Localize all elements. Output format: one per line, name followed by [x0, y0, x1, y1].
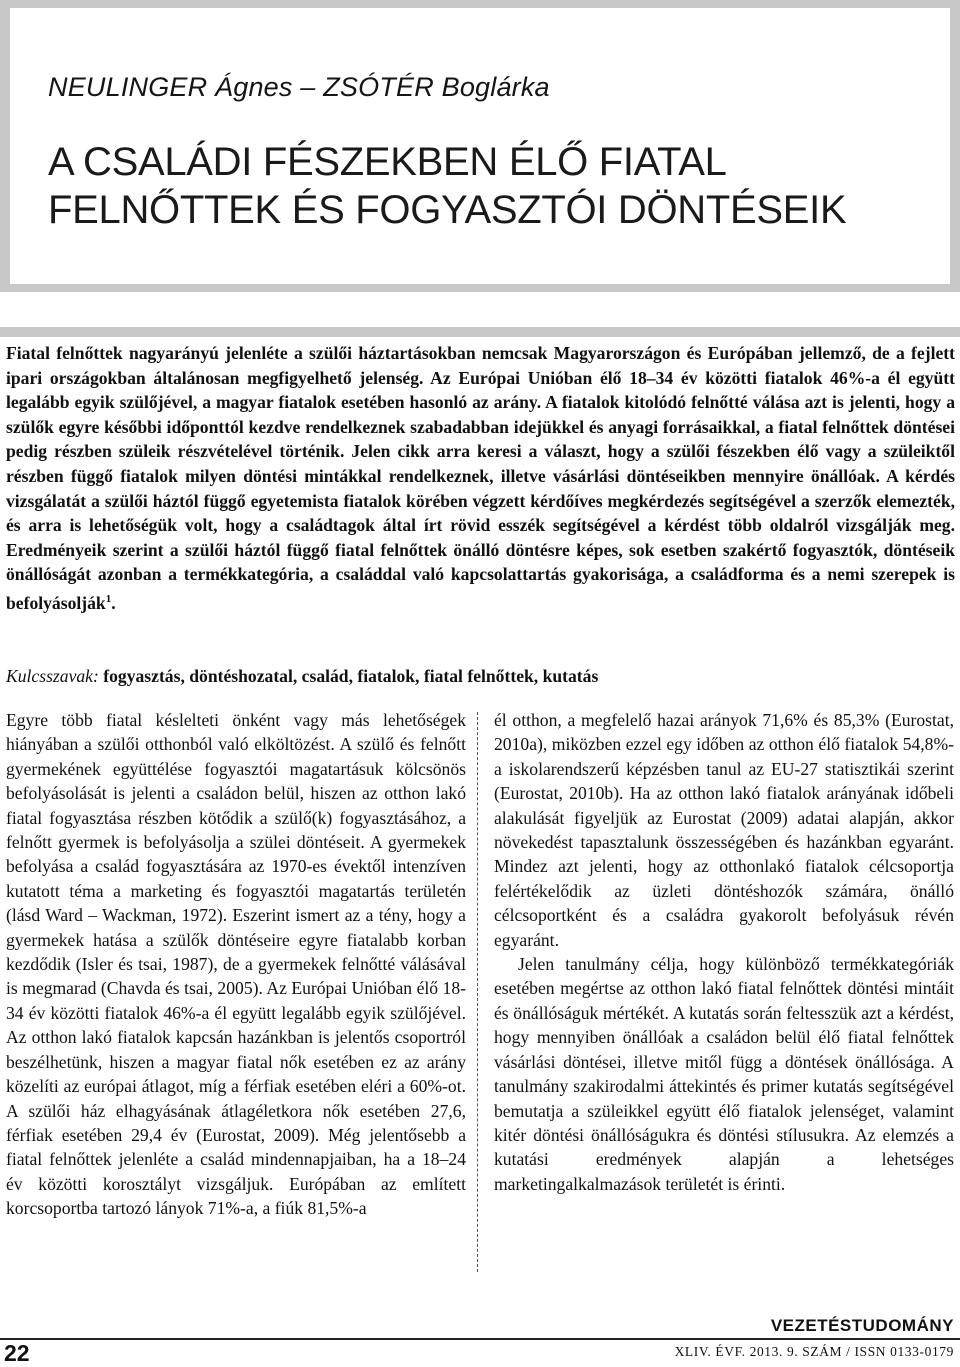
article-authors: NEULINGER Ágnes – ZSÓTÉR Boglárka: [48, 72, 550, 102]
abstract-text: Fiatal felnőttek nagyarányú jelenléte a szülői háztartásokban nemcsak Magyarországon és Európában jellemző, de a fejlett ipari országokban általánosan megfigyelhető jelenség. Az Európai Unióban élő 18–34 év közötti fiatalok 46%-a él együtt legalább egyik szülőjével, a magyar fiatalok esetében hasonló az arány. A fiatalok kitolódó felnőtté válása azt is jelenti, hogy a szülők egyre későbbi időponttól kezdve rendelkeznek szabadabban idejükkel és anyagi forrásaikkal, a fiatal felnőttek döntései pedig részben szüleik részvételével történik. Jelen cikk arra keresi a választ, hogy a szülői fészekben élő vagy a szüleiktől részben függő fiatalok milyen döntési mintákkal rendelkeznek, illetve vásárlási döntéseikben mennyire önállóak. A kérdés vizsgálatát a szülői háztól függő egyetemista fiatalok körében végzett kérdőíves megkérdezés segítségével a szerzők elemezték, és arra is lehetőségük volt, hogy a családtagok által írt rövid esszék segítségével a kérdést több oldalról vizsgálják meg. Eredményeik szerint a szülői háztól függő fiatal felnőttek önálló döntésre képes, sok esetben szakértő fogyasztók, döntéseik önállóságát azonban a termékkategória, a családdal való kapcsolattartás gyakorisága, a családforma és a nemi szerepek is befolyásolják: [6, 343, 955, 613]
keywords-label: Kulcsszavak:: [6, 666, 99, 686]
body-column-left: [6, 708, 466, 1221]
keywords: [6, 664, 955, 688]
body-column-right: [494, 708, 954, 1196]
title-line-1: A CSALÁDI FÉSZEKBEN ÉLŐ FIATAL: [48, 140, 727, 184]
section-divider: [0, 327, 960, 337]
footer-rule: [0, 1338, 960, 1340]
header-box: [0, 0, 960, 292]
title-line-2: FELNŐTTEK ÉS FOGYASZTÓI DÖNTÉSEIK: [48, 188, 847, 232]
issue-info: XLIV. ÉVF. 2013. 9. SZÁM / ISSN 0133-0179: [674, 1344, 954, 1359]
column-divider: [477, 712, 478, 1272]
header-panel: [10, 8, 950, 284]
body-paragraph: Jelen tanulmány célja, hogy különböző termékkategóriák esetében megértse az otthon lakó fiatal felnőttek döntési mintáit és önállóságuk mértékét. A kutatás során feltesszük azt a kérdést, hogy mennyiben önállóak a családon belül élő fiatal felnőttek vásárlási döntései, illetve mitől függ a döntések önállósága. A tanulmány szakirodalmi áttekintés és primer kutatás segítségével bemutatja a szüleikkel együtt élő fiatalok jelenséget, valamint kitér döntési önállóságukra és döntési stílusukra. Az elemzés a kutatási eredmények alapján a lehetséges marketingalkalmazások területét is érinti.: [494, 954, 954, 1194]
keywords-value: fogyasztás, döntéshozatal, család, fiatalok, fiatal felnőttek, kutatás: [103, 666, 599, 686]
journal-name: VEZETÉSTUDOMÁNY: [770, 1316, 954, 1335]
article-title: [48, 138, 928, 234]
body-paragraph: Egyre több fiatal késlelteti önként vagy más lehetőségek hiányában a szülői otthonból való elköltözést. A szülő és felnőtt gyermekének együttélése fogyasztói magatartásuk kölcsönös befolyásolását is jelenti a családon belül, hiszen az otthon lakó fiatal fogyasztása részben kötődik a szülő(k) fogyasztásához, a felnőtt gyermek is befolyásolja a szülei döntéseit. A gyermekek befolyása a család fogyasztására az 1970-es évektől intenzíven kutatott téma a marketing és fogyasztói magatartás területén (lásd Ward – Wackman, 1972). Eszerint ismert az a tény, hogy a gyermekek hatása a szülők döntéseire egyre fiatalabb korban kezdődik (Isler és tsai, 1987), de a gyermekek felnőtté válásával is megmarad (Chavda és tsai, 2005). Az Európai Unióban élő 18-34 év közötti fiatalok 46%-a él együtt legalább egyik szülőjével. Az otthon lakó fiatalok kapcsán hazánkban is jelentős csoportról beszélhetünk, hiszen a magyar fiatal nők esetében ez az arány közelíti az európai átlagot, míg a férfiak esetében eléri a 60%-ot. A szülői ház elhagyásának átlagéletkora nők esetében 27,6, férfiak esetében 29,4 év (Eurostat, 2009). Még jelentősebb a fiatal felnőttek jelenléte a család mindennapjaiban, ha a 18–24 év közötti korosztályt vizsgáljuk. Európában az említett korcsoportba tartozó lányok 71%-a, a fiúk 81,5%-a: [6, 710, 466, 1219]
body-paragraph: él otthon, a megfelelő hazai arányok 71,6% és 85,3% (Eurostat, 2010a), miközben ezzel egy időben az otthon élő fiatalok 54,8%-a iskolarendszerű képzésben tanul az EU-27 statisztikái szerint (Eurostat, 2010b). Ha az otthon lakó fiatalok arányának időbeli alakulását figyeljük az Eurostat (2009) adatai alapján, akkor növekedést tapasztalunk összességében és hazánkban egyaránt. Mindez azt jelenti, hogy az otthonlakó fiatalok célcsoportja felértékelődik az üzleti döntéshozók számára, önálló célcsoportként és a családra gyakorolt befolyásuk révén egyaránt.: [494, 710, 954, 950]
footnote-mark: 1: [105, 592, 112, 605]
abstract: [6, 341, 955, 615]
page-number: 22: [4, 1340, 30, 1366]
abstract-end: .: [111, 592, 116, 613]
